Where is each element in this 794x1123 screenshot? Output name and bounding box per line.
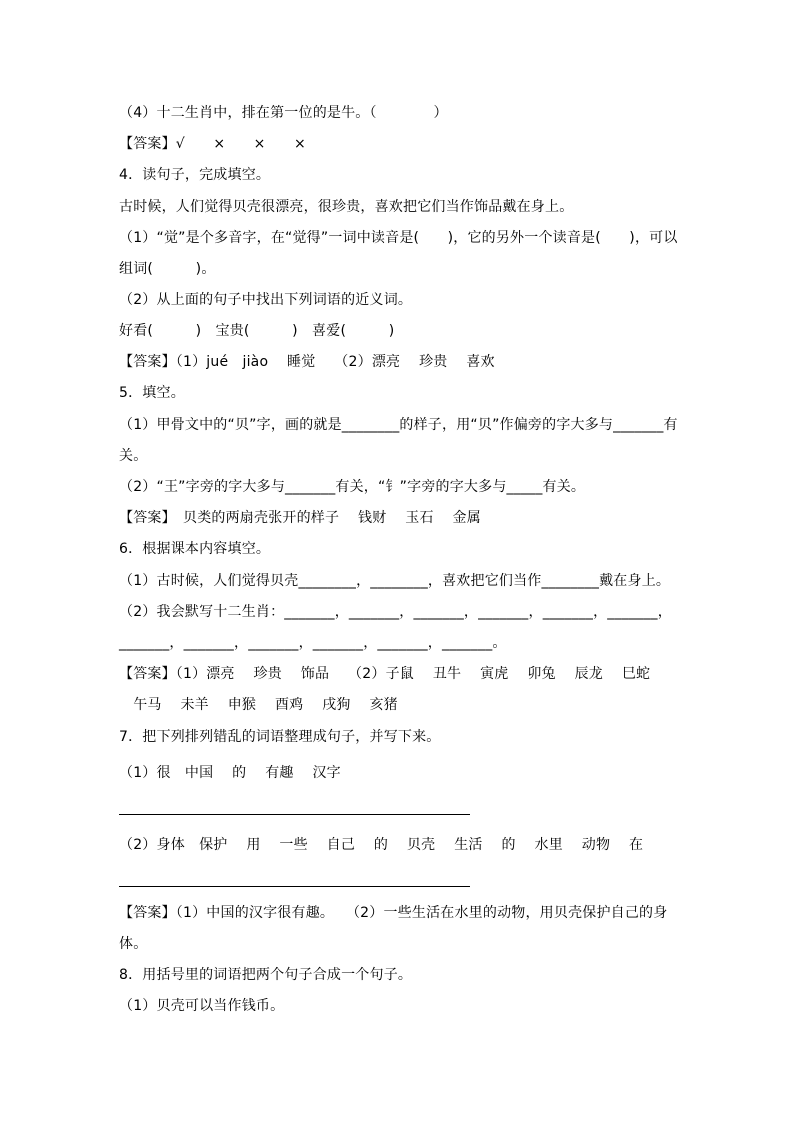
question-4-item-1: （1）“觉”是个多音字，在“觉得”一词中读音是( )，它的另外一个读音是( )，可以 [119,230,678,246]
answer-6-cont: 午马 未羊 申猴 酉鸡 戌狗 亥猪 [119,697,398,713]
question-6-item-2-cont: _______，_______，_______，_______，_______，_______。 [119,635,507,651]
question-8-item-1: （1）贝壳可以当作钱币。 [119,998,285,1014]
answer-line-1 [119,814,470,815]
question-5-item-2: （2）“王”字旁的字大多与_______有关，“钅”字旁的字大多与_____有关。 [119,479,586,495]
question-4-passage: 古时候，人们觉得贝壳很漂亮，很珍贵，喜欢把它们当作饰品戴在身上。 [119,199,574,215]
question-4-item-2-blanks: 好看( ) 宝贵( ) 喜爱( ) [119,323,395,339]
question-5-item-1: （1）甲骨文中的“贝”字，画的就是________的样子，用“贝”作偏旁的字大多与_______有 [119,417,678,433]
answer-4: 【答案】（1）jué jiào 睡觉 （2）漂亮 珍贵 喜欢 [119,354,495,370]
question-4-heading: 4．读句子，完成填空。 [119,167,271,183]
question-7-item-1: （1）很 中国 的 有趣 汉字 [119,765,341,781]
question-7-item-2: （2）身体 保护 用 一些 自己 的 贝壳 生活 的 水里 动物 在 [119,837,644,853]
question-4-item-2: （2）从上面的句子中找出下列词语的近义词。 [119,292,413,308]
question-7-heading: 7．把下列排列错乱的词语整理成句子，并写下来。 [119,729,441,745]
answer-7: 【答案】（1）中国的汉字很有趣。 （2）一些生活在水里的动物，用贝壳保护自己的身 [119,905,668,921]
question-5-item-1-cont: 关。 [119,448,148,464]
answer-3: 【答案】√ × × × [119,136,306,152]
question-4-item-1-cont: 组词( )。 [119,261,216,277]
question-8-heading: 8．用括号里的词语把两个句子合成一个句子。 [119,967,413,983]
answer-6: 【答案】（1）漂亮 珍贵 饰品 （2）子鼠 丑牛 寅虎 卯兔 辰龙 巳蛇 [119,666,651,682]
answer-7-cont: 体。 [119,936,148,952]
question-6-heading: 6．根据课本内容填空。 [119,541,271,557]
answer-line-2 [119,886,470,887]
question-5-heading: 5．填空。 [119,385,185,401]
question-3-item-4: （4）十二生肖中，排在第一位的是牛。（ ） [119,105,448,121]
question-6-item-1: （1）古时候，人们觉得贝壳________，________，喜欢把它们当作________戴在身上。 [119,573,671,589]
answer-5: 【答案】 贝类的两扇壳张开的样子 钱财 玉石 金属 [119,510,481,526]
question-6-item-2: （2）我会默写十二生肖：_______，_______，_______，_______，_______，_______， [119,604,672,620]
